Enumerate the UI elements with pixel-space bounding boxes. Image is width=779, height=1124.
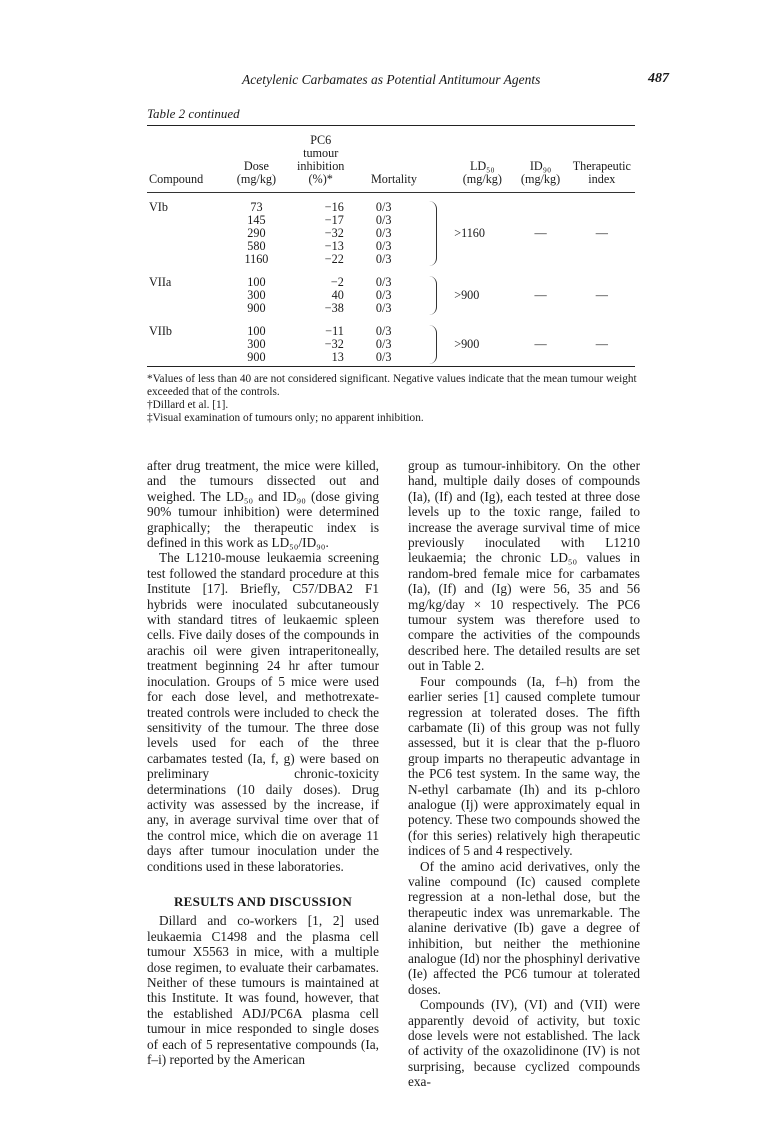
mortality-values bbox=[362, 317, 426, 367]
results-table-container bbox=[147, 125, 635, 367]
header-spacer bbox=[426, 126, 452, 193]
header-inh-line1: PC6 bbox=[310, 133, 332, 147]
mortality-value: 0/3 bbox=[375, 226, 392, 240]
therapeutic-index-value: — bbox=[595, 226, 608, 240]
header-ti-line1: Therapeutic bbox=[572, 159, 631, 173]
compound-name: VIb bbox=[149, 200, 168, 214]
header-dose-line2: (mg/kg) bbox=[236, 172, 277, 186]
inhibition-values bbox=[280, 268, 362, 317]
inhibition-values bbox=[280, 193, 362, 269]
header-row bbox=[147, 126, 635, 193]
table-row bbox=[147, 317, 635, 367]
dose-value: 300 bbox=[247, 288, 266, 302]
ld50-value: >900 bbox=[454, 337, 480, 351]
mortality-value: 0/3 bbox=[375, 200, 392, 214]
footnote: *Values of less than 40 are not considered significant. Negative values indicate that the mean tumour weight exceeded that of the controls. bbox=[147, 373, 637, 398]
header-ld50-line1: LD₅₀ bbox=[469, 159, 495, 173]
mortality-value: 0/3 bbox=[375, 350, 392, 364]
mortality-values bbox=[362, 268, 426, 317]
table-group-viia bbox=[147, 268, 635, 317]
left-column bbox=[147, 458, 379, 1067]
header-compound bbox=[147, 126, 233, 193]
dose-values bbox=[233, 268, 279, 317]
inhibition-value: −32 bbox=[324, 337, 344, 351]
dose-value: 100 bbox=[247, 324, 266, 338]
dose-value: 290 bbox=[247, 226, 266, 240]
mortality-value: 0/3 bbox=[375, 288, 392, 302]
brace-icon bbox=[428, 201, 437, 266]
dose-value: 300 bbox=[247, 337, 266, 351]
mortality-value: 0/3 bbox=[375, 337, 392, 351]
inhibition-value: −32 bbox=[324, 226, 344, 240]
group-brace bbox=[426, 193, 452, 269]
header-mortality bbox=[362, 126, 426, 193]
paragraph: Compounds (IV), (VI) and (VII) were apparently devoid of activity, but toxic dose levels were not established. The lack of activity of the oxazolidinone (IV) is not surprising, because cyclized compounds exa- bbox=[408, 997, 640, 1090]
header-dose bbox=[233, 126, 279, 193]
inhibition-value: −13 bbox=[324, 239, 344, 253]
table-header bbox=[147, 126, 635, 193]
header-inh-line4: (%)* bbox=[308, 172, 333, 186]
group-brace bbox=[426, 268, 452, 317]
dose-value: 1160 bbox=[244, 252, 269, 266]
id90-value: — bbox=[534, 288, 547, 302]
mortality-values bbox=[362, 193, 426, 269]
page-number: 487 bbox=[648, 71, 669, 86]
brace-icon bbox=[428, 325, 437, 364]
header-inh-line2: tumour bbox=[303, 146, 339, 160]
compound-name: VIIb bbox=[149, 324, 173, 338]
inhibition-value: −17 bbox=[324, 213, 344, 227]
header-inh-line3: inhibition bbox=[296, 159, 345, 173]
id90-value: — bbox=[534, 337, 547, 351]
table-group-vib bbox=[147, 193, 635, 269]
inhibition-value: −11 bbox=[325, 324, 344, 338]
table-row bbox=[147, 193, 635, 269]
table-footnotes bbox=[147, 373, 637, 425]
dose-value: 580 bbox=[247, 239, 266, 253]
section-heading: RESULTS AND DISCUSSION bbox=[173, 893, 353, 909]
footnote: †Dillard et al. [1]. bbox=[147, 399, 229, 411]
therapeutic-index-value: — bbox=[595, 288, 608, 302]
mortality-value: 0/3 bbox=[375, 239, 392, 253]
ld50-value: >1160 bbox=[454, 226, 485, 240]
table-row bbox=[147, 268, 635, 317]
table-caption: Table 2 continued bbox=[147, 106, 240, 121]
inhibition-values bbox=[280, 317, 362, 367]
header-dose-line1: Dose bbox=[243, 159, 269, 173]
dose-value: 900 bbox=[247, 301, 266, 315]
table-group-viib bbox=[147, 317, 635, 367]
paragraph: Dillard and co-workers [1, 2] used leukaemia C1498 and the plasma cell tumour X5563 in mice, with a multiple dose regimen, to evaluate their carbamates. Neither of these tumours is maintained at this Institute. It was found, however, that the established ADJ/PC6A plasma cell tumour in mice responded to single doses of each of 5 representative compounds (Ia, f–i) reported by the American bbox=[147, 913, 379, 1068]
mortality-value: 0/3 bbox=[375, 252, 392, 266]
footnote: ‡Visual examination of tumours only; no apparent inhibition. bbox=[147, 412, 424, 424]
mortality-value: 0/3 bbox=[375, 275, 392, 289]
header-inhibition bbox=[280, 126, 362, 193]
group-brace bbox=[426, 317, 452, 367]
dose-value: 900 bbox=[247, 350, 266, 364]
paragraph: after drug treatment, the mice were killed, and the tumours dissected out and weighed. The LD₅₀ and ID₉₀ (dose giving 90% tumour inhibition) were determined graphically; the therapeutic index is defined in this work as LD₅₀/ID₉₀. bbox=[147, 458, 379, 551]
right-column bbox=[408, 458, 640, 1090]
header-id90-line1: ID₉₀ bbox=[529, 159, 552, 173]
header-ti-line2: index bbox=[588, 172, 616, 186]
dose-value: 100 bbox=[247, 275, 266, 289]
mortality-value: 0/3 bbox=[375, 213, 392, 227]
inhibition-value: −2 bbox=[330, 275, 344, 289]
inhibition-value: 13 bbox=[331, 350, 344, 364]
dose-value: 145 bbox=[247, 213, 266, 227]
paragraph: group as tumour-inhibitory. On the other hand, multiple daily doses of compounds (Ia), (If) and (Ig), each tested at three dose levels up to the toxic range, failed to increase the average survival time of mice previously inoculated with L1210 leukaemia; the chronic LD₅₀ values in random-bred female mice for carbamates (Ia), (If) and (Ig) were 56, 35 and 56 mg/kg/day × 10 respectively. The PC6 tumour system was therefore used to compare the activities of the compounds described here. The detailed results are set out in Table 2. bbox=[408, 458, 640, 674]
paragraph: Four compounds (Ia, f–h) from the earlier series [1] caused complete tumour regression at tolerated doses. The fifth carbamate (Ii) of this group was not fully assessed, but it is clear that the p-fluoro group imparts no therapeutic advantage in the PC6 test system. In the same way, the N-ethyl carbamate (Ih) and its p-chloro analogue (Ij) were approximately equal in potency. These two compounds showed the (for this series) relatively high therapeutic indices of 5 and 4 respectively. bbox=[408, 673, 640, 859]
header-ld50 bbox=[452, 126, 512, 193]
results-table bbox=[147, 125, 635, 367]
mortality-value: 0/3 bbox=[375, 324, 392, 338]
inhibition-value: −38 bbox=[324, 301, 344, 315]
inhibition-value: 40 bbox=[331, 288, 344, 302]
paragraph: Of the amino acid derivatives, only the valine compound (Ic) caused complete regression at a non-lethal dose, but the therapeutic index was unremarkable. The alanine derivative (Ib) gave a degree of inhibition, but neither the methionine analogue (Id) nor the phosphinyl derivative (Ie) affected the PC6 tumour at tolerated doses. bbox=[408, 858, 640, 997]
inhibition-value: −22 bbox=[324, 252, 344, 266]
inhibition-value: −16 bbox=[324, 200, 344, 214]
header-id90-line2: (mg/kg) bbox=[520, 172, 561, 186]
header-ld50-line2: (mg/kg) bbox=[462, 172, 502, 186]
ld50-value: >900 bbox=[454, 288, 480, 302]
running-title: Acetylenic Carbamates as Potential Antitumour Agents bbox=[242, 72, 541, 87]
brace-icon bbox=[428, 276, 437, 315]
header-id90 bbox=[512, 126, 568, 193]
dose-values bbox=[233, 317, 279, 367]
header-compound-label: Compound bbox=[149, 172, 204, 186]
dose-value: 73 bbox=[250, 200, 263, 214]
compound-name: VIIa bbox=[149, 275, 172, 289]
mortality-value: 0/3 bbox=[375, 301, 392, 315]
paragraph: The L1210-mouse leukaemia screening test followed the standard procedure at this Institute [17]. Briefly, C57/DBA2 F1 hybrids were inoculated subcutaneously with standard titres of leukaemic spleen cells. Five daily doses of the compounds in arachis oil were given intraperitoneally, treatment beginning 24 hr after tumour inoculation. Groups of 5 mice were used for each dose level, and methotrexate-treated controls were included to check the sensitivity of the tumour. The three dose levels used for each of the three carbamates tested (Ia, f, g) were based on preliminary chronic-toxicity determinations (10 daily doses). Drug activity was assessed by the increase, if any, in average survival time over that of the control mice, which die on average 11 days after tumour inoculation under the conditions used in these laboratories. bbox=[147, 550, 379, 874]
therapeutic-index-value: — bbox=[595, 337, 608, 351]
id90-value: — bbox=[534, 226, 547, 240]
dose-values bbox=[233, 193, 279, 269]
header-mortality-label: Mortality bbox=[370, 172, 417, 186]
header-therapeutic-index bbox=[569, 126, 635, 193]
